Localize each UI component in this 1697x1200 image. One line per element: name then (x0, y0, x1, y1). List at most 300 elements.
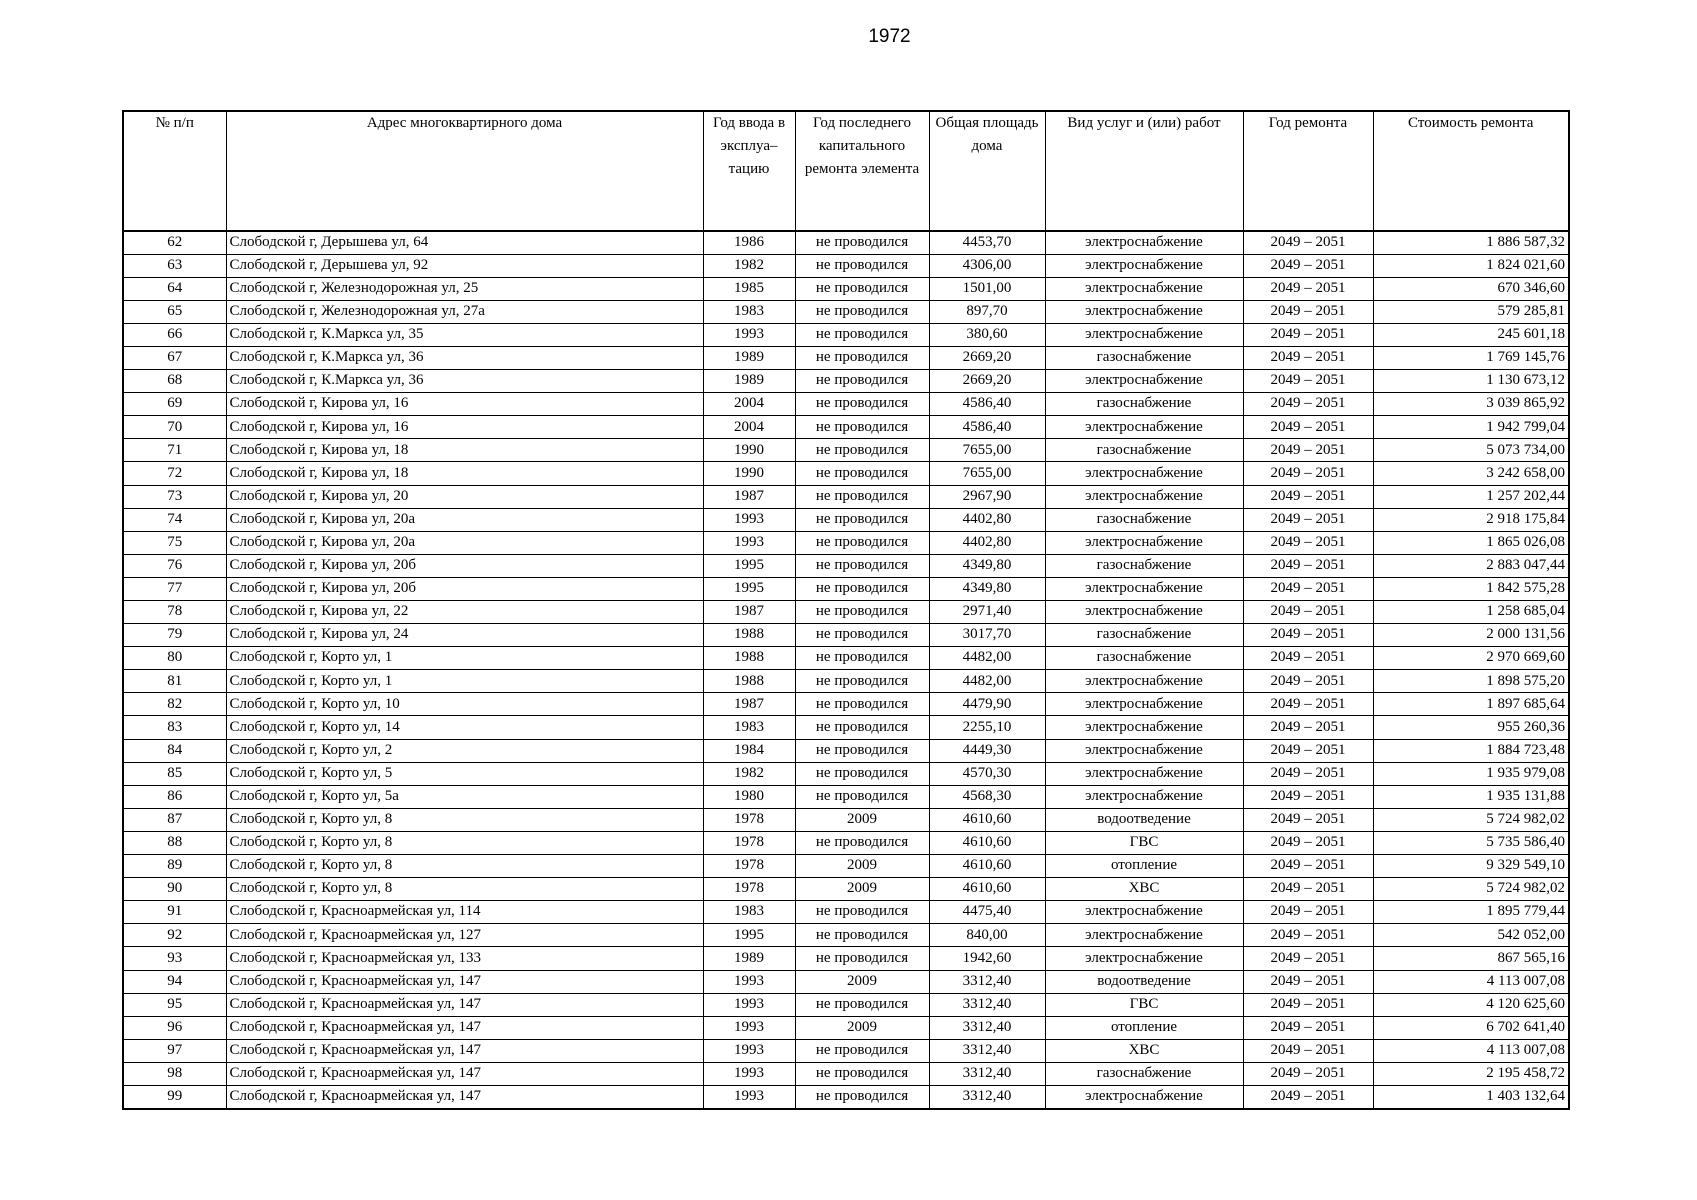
total-area-cell: 4586,40 (929, 416, 1045, 439)
repair-cost-cell: 1 842 575,28 (1373, 577, 1569, 600)
total-area-cell: 2669,20 (929, 346, 1045, 369)
table-row (123, 924, 1569, 947)
table-row (123, 508, 1569, 531)
total-area-cell: 4586,40 (929, 393, 1045, 416)
last-repair-cell: не проводился (795, 1085, 929, 1108)
commission-year-cell: 1993 (703, 1016, 795, 1039)
service-type-cell: газоснабжение (1045, 647, 1243, 670)
service-type-cell: электроснабжение (1045, 693, 1243, 716)
table-row (123, 577, 1569, 600)
table-row (123, 739, 1569, 762)
repair-period-cell: 2049 – 2051 (1243, 624, 1373, 647)
row-number: 84 (123, 739, 226, 762)
last-repair-cell: не проводился (795, 346, 929, 369)
address-cell: Слободской г, Красноармейская ул, 133 (226, 947, 703, 970)
total-area-cell: 4475,40 (929, 901, 1045, 924)
address-cell: Слободской г, Кирова ул, 20а (226, 531, 703, 554)
service-type-cell: электроснабжение (1045, 762, 1243, 785)
row-number: 86 (123, 785, 226, 808)
column-header-total-area: Общая площадь дома (929, 111, 1045, 231)
repair-period-cell: 2049 – 2051 (1243, 485, 1373, 508)
total-area-cell: 4306,00 (929, 254, 1045, 277)
last-repair-cell: не проводился (795, 670, 929, 693)
address-cell: Слободской г, Красноармейская ул, 127 (226, 924, 703, 947)
repair-cost-cell: 5 724 982,02 (1373, 808, 1569, 831)
repair-cost-cell: 2 918 175,84 (1373, 508, 1569, 531)
row-number: 91 (123, 901, 226, 924)
row-number: 63 (123, 254, 226, 277)
last-repair-cell: не проводился (795, 508, 929, 531)
service-type-cell: электроснабжение (1045, 739, 1243, 762)
service-type-cell: электроснабжение (1045, 462, 1243, 485)
address-cell: Слободской г, Красноармейская ул, 147 (226, 1016, 703, 1039)
repair-cost-cell: 1 403 132,64 (1373, 1085, 1569, 1108)
last-repair-cell: не проводился (795, 924, 929, 947)
commission-year-cell: 1983 (703, 300, 795, 323)
address-cell: Слободской г, Кирова ул, 20б (226, 577, 703, 600)
repair-cost-cell: 1 886 587,32 (1373, 231, 1569, 254)
repair-cost-cell: 1 898 575,20 (1373, 670, 1569, 693)
service-type-cell: электроснабжение (1045, 670, 1243, 693)
repair-period-cell: 2049 – 2051 (1243, 993, 1373, 1016)
repair-period-cell: 2049 – 2051 (1243, 693, 1373, 716)
service-type-cell: электроснабжение (1045, 254, 1243, 277)
repair-cost-cell: 245 601,18 (1373, 323, 1569, 346)
table-row (123, 947, 1569, 970)
table-row (123, 485, 1569, 508)
last-repair-cell: не проводился (795, 901, 929, 924)
table-row (123, 647, 1569, 670)
address-cell: Слободской г, Кирова ул, 18 (226, 439, 703, 462)
column-header-last-repair-year: Год последнего капитального ремонта элемента (795, 111, 929, 231)
service-type-cell: газоснабжение (1045, 346, 1243, 369)
last-repair-cell: не проводился (795, 601, 929, 624)
table-row (123, 855, 1569, 878)
repair-period-cell: 2049 – 2051 (1243, 531, 1373, 554)
service-type-cell: электроснабжение (1045, 901, 1243, 924)
total-area-cell: 3312,40 (929, 970, 1045, 993)
table-row (123, 531, 1569, 554)
repair-period-cell: 2049 – 2051 (1243, 1085, 1373, 1108)
row-number: 65 (123, 300, 226, 323)
address-cell: Слободской г, Корто ул, 8 (226, 878, 703, 901)
commission-year-cell: 2004 (703, 416, 795, 439)
address-cell: Слободской г, Кирова ул, 16 (226, 416, 703, 439)
total-area-cell: 4402,80 (929, 531, 1045, 554)
address-cell: Слободской г, Корто ул, 5а (226, 785, 703, 808)
row-number: 93 (123, 947, 226, 970)
table-row (123, 370, 1569, 393)
commission-year-cell: 1987 (703, 693, 795, 716)
total-area-cell: 4482,00 (929, 670, 1045, 693)
service-type-cell: электроснабжение (1045, 1085, 1243, 1108)
address-cell: Слободской г, Корто ул, 8 (226, 808, 703, 831)
repair-cost-cell: 1 897 685,64 (1373, 693, 1569, 716)
repair-cost-cell: 670 346,60 (1373, 277, 1569, 300)
total-area-cell: 4610,60 (929, 808, 1045, 831)
repair-cost-cell: 955 260,36 (1373, 716, 1569, 739)
repair-period-cell: 2049 – 2051 (1243, 901, 1373, 924)
total-area-cell: 3017,70 (929, 624, 1045, 647)
row-number: 62 (123, 231, 226, 254)
commission-year-cell: 1988 (703, 670, 795, 693)
total-area-cell: 897,70 (929, 300, 1045, 323)
row-number: 72 (123, 462, 226, 485)
row-number: 99 (123, 1085, 226, 1108)
repair-cost-cell: 1 895 779,44 (1373, 901, 1569, 924)
row-number: 85 (123, 762, 226, 785)
repair-cost-cell: 5 735 586,40 (1373, 831, 1569, 854)
address-cell: Слободской г, Красноармейская ул, 147 (226, 1039, 703, 1062)
table-body (123, 231, 1569, 1109)
last-repair-cell: не проводился (795, 485, 929, 508)
last-repair-cell: не проводился (795, 739, 929, 762)
table-row (123, 878, 1569, 901)
total-area-cell: 1501,00 (929, 277, 1045, 300)
address-cell: Слободской г, К.Маркса ул, 35 (226, 323, 703, 346)
repair-period-cell: 2049 – 2051 (1243, 254, 1373, 277)
commission-year-cell: 1993 (703, 1039, 795, 1062)
repair-period-cell: 2049 – 2051 (1243, 300, 1373, 323)
repair-cost-cell: 542 052,00 (1373, 924, 1569, 947)
table-row (123, 1039, 1569, 1062)
address-cell: Слободской г, Корто ул, 1 (226, 670, 703, 693)
repair-period-cell: 2049 – 2051 (1243, 924, 1373, 947)
row-number: 75 (123, 531, 226, 554)
repair-register-table (122, 110, 1570, 1110)
repair-period-cell: 2049 – 2051 (1243, 393, 1373, 416)
row-number: 77 (123, 577, 226, 600)
repair-cost-cell: 4 113 007,08 (1373, 1039, 1569, 1062)
repair-cost-cell: 1 935 131,88 (1373, 785, 1569, 808)
commission-year-cell: 1983 (703, 716, 795, 739)
last-repair-cell: не проводился (795, 762, 929, 785)
repair-cost-cell: 1 769 145,76 (1373, 346, 1569, 369)
service-type-cell: газоснабжение (1045, 508, 1243, 531)
row-number: 94 (123, 970, 226, 993)
commission-year-cell: 1993 (703, 993, 795, 1016)
service-type-cell: ХВС (1045, 1039, 1243, 1062)
repair-period-cell: 2049 – 2051 (1243, 1062, 1373, 1085)
repair-cost-cell: 5 073 734,00 (1373, 439, 1569, 462)
table-row (123, 1085, 1569, 1108)
address-cell: Слободской г, Красноармейская ул, 114 (226, 901, 703, 924)
last-repair-cell: не проводился (795, 277, 929, 300)
row-number: 71 (123, 439, 226, 462)
repair-period-cell: 2049 – 2051 (1243, 785, 1373, 808)
commission-year-cell: 1980 (703, 785, 795, 808)
service-type-cell: отопление (1045, 855, 1243, 878)
repair-cost-cell: 1 884 723,48 (1373, 739, 1569, 762)
service-type-cell: газоснабжение (1045, 439, 1243, 462)
repair-cost-cell: 2 000 131,56 (1373, 624, 1569, 647)
total-area-cell: 3312,40 (929, 1085, 1045, 1108)
table-row (123, 785, 1569, 808)
commission-year-cell: 1978 (703, 855, 795, 878)
total-area-cell: 4453,70 (929, 231, 1045, 254)
last-repair-cell: не проводился (795, 716, 929, 739)
service-type-cell: электроснабжение (1045, 924, 1243, 947)
last-repair-cell: 2009 (795, 1016, 929, 1039)
row-number: 68 (123, 370, 226, 393)
commission-year-cell: 1983 (703, 901, 795, 924)
last-repair-cell: не проводился (795, 624, 929, 647)
table-row (123, 670, 1569, 693)
repair-cost-cell: 4 120 625,60 (1373, 993, 1569, 1016)
last-repair-cell: не проводился (795, 554, 929, 577)
repair-period-cell: 2049 – 2051 (1243, 231, 1373, 254)
row-number: 82 (123, 693, 226, 716)
total-area-cell: 7655,00 (929, 462, 1045, 485)
last-repair-cell: не проводился (795, 231, 929, 254)
commission-year-cell: 1993 (703, 970, 795, 993)
last-repair-cell: не проводился (795, 831, 929, 854)
row-number: 92 (123, 924, 226, 947)
last-repair-cell: 2009 (795, 970, 929, 993)
column-header-repair-period: Год ремонта (1243, 111, 1373, 231)
total-area-cell: 3312,40 (929, 1062, 1045, 1085)
repair-period-cell: 2049 – 2051 (1243, 739, 1373, 762)
service-type-cell: электроснабжение (1045, 231, 1243, 254)
row-number: 69 (123, 393, 226, 416)
address-cell: Слободской г, Железнодорожная ул, 25 (226, 277, 703, 300)
total-area-cell: 4349,80 (929, 577, 1045, 600)
total-area-cell: 2669,20 (929, 370, 1045, 393)
total-area-cell: 7655,00 (929, 439, 1045, 462)
column-header-commission-year: Год ввода в эксплуа– тацию (703, 111, 795, 231)
total-area-cell: 380,60 (929, 323, 1045, 346)
column-header-address: Адрес многоквартирного дома (226, 111, 703, 231)
service-type-cell: электроснабжение (1045, 300, 1243, 323)
repair-cost-cell: 1 130 673,12 (1373, 370, 1569, 393)
row-number: 73 (123, 485, 226, 508)
address-cell: Слободской г, Красноармейская ул, 147 (226, 970, 703, 993)
total-area-cell: 4402,80 (929, 508, 1045, 531)
repair-cost-cell: 1 935 979,08 (1373, 762, 1569, 785)
address-cell: Слободской г, Корто ул, 5 (226, 762, 703, 785)
service-type-cell: электроснабжение (1045, 277, 1243, 300)
table-row (123, 716, 1569, 739)
repair-period-cell: 2049 – 2051 (1243, 670, 1373, 693)
repair-period-cell: 2049 – 2051 (1243, 323, 1373, 346)
commission-year-cell: 1995 (703, 577, 795, 600)
commission-year-cell: 1990 (703, 462, 795, 485)
repair-period-cell: 2049 – 2051 (1243, 1039, 1373, 1062)
repair-cost-cell: 6 702 641,40 (1373, 1016, 1569, 1039)
repair-cost-cell: 579 285,81 (1373, 300, 1569, 323)
row-number: 96 (123, 1016, 226, 1039)
last-repair-cell: не проводился (795, 323, 929, 346)
total-area-cell: 2255,10 (929, 716, 1045, 739)
commission-year-cell: 1993 (703, 323, 795, 346)
table-row (123, 601, 1569, 624)
service-type-cell: ГВС (1045, 831, 1243, 854)
repair-period-cell: 2049 – 2051 (1243, 808, 1373, 831)
last-repair-cell: не проводился (795, 370, 929, 393)
table-row (123, 993, 1569, 1016)
commission-year-cell: 1993 (703, 1085, 795, 1108)
table-row (123, 254, 1569, 277)
commission-year-cell: 1993 (703, 1062, 795, 1085)
repair-period-cell: 2049 – 2051 (1243, 462, 1373, 485)
repair-period-cell: 2049 – 2051 (1243, 416, 1373, 439)
last-repair-cell: не проводился (795, 785, 929, 808)
last-repair-cell: не проводился (795, 947, 929, 970)
commission-year-cell: 1982 (703, 762, 795, 785)
commission-year-cell: 1984 (703, 739, 795, 762)
page-number: 1972 (868, 26, 911, 47)
repair-cost-cell: 1 258 685,04 (1373, 601, 1569, 624)
repair-cost-cell: 3 039 865,92 (1373, 393, 1569, 416)
commission-year-cell: 1989 (703, 370, 795, 393)
commission-year-cell: 1986 (703, 231, 795, 254)
repair-period-cell: 2049 – 2051 (1243, 970, 1373, 993)
row-number: 67 (123, 346, 226, 369)
last-repair-cell: не проводился (795, 416, 929, 439)
total-area-cell: 2971,40 (929, 601, 1045, 624)
last-repair-cell: 2009 (795, 855, 929, 878)
table-row (123, 1016, 1569, 1039)
commission-year-cell: 1978 (703, 831, 795, 854)
service-type-cell: водоотведение (1045, 808, 1243, 831)
total-area-cell: 840,00 (929, 924, 1045, 947)
address-cell: Слободской г, Корто ул, 8 (226, 831, 703, 854)
address-cell: Слободской г, К.Маркса ул, 36 (226, 346, 703, 369)
row-number: 79 (123, 624, 226, 647)
repair-period-cell: 2049 – 2051 (1243, 855, 1373, 878)
address-cell: Слободской г, Дерышева ул, 92 (226, 254, 703, 277)
address-cell: Слободской г, Красноармейская ул, 147 (226, 1062, 703, 1085)
table-row (123, 901, 1569, 924)
address-cell: Слободской г, Корто ул, 1 (226, 647, 703, 670)
table-row (123, 323, 1569, 346)
table-row (123, 231, 1569, 254)
column-header-number: № п/п (123, 111, 226, 231)
commission-year-cell: 1995 (703, 554, 795, 577)
column-header-repair-cost: Стоимость ремонта (1373, 111, 1569, 231)
row-number: 97 (123, 1039, 226, 1062)
service-type-cell: ГВС (1045, 993, 1243, 1016)
repair-cost-cell: 9 329 549,10 (1373, 855, 1569, 878)
total-area-cell: 4610,60 (929, 855, 1045, 878)
service-type-cell: газоснабжение (1045, 393, 1243, 416)
table-row (123, 393, 1569, 416)
repair-period-cell: 2049 – 2051 (1243, 439, 1373, 462)
address-cell: Слободской г, Кирова ул, 20б (226, 554, 703, 577)
last-repair-cell: не проводился (795, 393, 929, 416)
address-cell: Слободской г, Корто ул, 14 (226, 716, 703, 739)
address-cell: Слободской г, Корто ул, 10 (226, 693, 703, 716)
table-row (123, 970, 1569, 993)
service-type-cell: электроснабжение (1045, 716, 1243, 739)
table-row (123, 808, 1569, 831)
total-area-cell: 4610,60 (929, 878, 1045, 901)
commission-year-cell: 1978 (703, 808, 795, 831)
service-type-cell: отопление (1045, 1016, 1243, 1039)
repair-cost-cell: 2 195 458,72 (1373, 1062, 1569, 1085)
last-repair-cell: не проводился (795, 439, 929, 462)
repair-period-cell: 2049 – 2051 (1243, 554, 1373, 577)
row-number: 64 (123, 277, 226, 300)
table-row (123, 439, 1569, 462)
repair-period-cell: 2049 – 2051 (1243, 370, 1373, 393)
repair-period-cell: 2049 – 2051 (1243, 601, 1373, 624)
row-number: 66 (123, 323, 226, 346)
repair-cost-cell: 5 724 982,02 (1373, 878, 1569, 901)
table-row (123, 762, 1569, 785)
repair-period-cell: 2049 – 2051 (1243, 346, 1373, 369)
table-row (123, 831, 1569, 854)
last-repair-cell: не проводился (795, 647, 929, 670)
row-number: 87 (123, 808, 226, 831)
table-row (123, 693, 1569, 716)
repair-cost-cell: 1 865 026,08 (1373, 531, 1569, 554)
column-header-service-type: Вид услуг и (или) работ (1045, 111, 1243, 231)
row-number: 89 (123, 855, 226, 878)
service-type-cell: газоснабжение (1045, 624, 1243, 647)
commission-year-cell: 1995 (703, 924, 795, 947)
commission-year-cell: 1987 (703, 485, 795, 508)
total-area-cell: 4449,30 (929, 739, 1045, 762)
address-cell: Слободской г, Красноармейская ул, 147 (226, 1085, 703, 1108)
table-row (123, 346, 1569, 369)
commission-year-cell: 1988 (703, 624, 795, 647)
repair-period-cell: 2049 – 2051 (1243, 277, 1373, 300)
last-repair-cell: не проводился (795, 1039, 929, 1062)
service-type-cell: газоснабжение (1045, 554, 1243, 577)
last-repair-cell: не проводился (795, 1062, 929, 1085)
row-number: 80 (123, 647, 226, 670)
repair-period-cell: 2049 – 2051 (1243, 577, 1373, 600)
commission-year-cell: 1978 (703, 878, 795, 901)
row-number: 74 (123, 508, 226, 531)
repair-cost-cell: 867 565,16 (1373, 947, 1569, 970)
repair-cost-cell: 2 970 669,60 (1373, 647, 1569, 670)
total-area-cell: 3312,40 (929, 1039, 1045, 1062)
last-repair-cell: 2009 (795, 808, 929, 831)
table-row (123, 300, 1569, 323)
last-repair-cell: не проводился (795, 693, 929, 716)
repair-period-cell: 2049 – 2051 (1243, 647, 1373, 670)
address-cell: Слободской г, Корто ул, 8 (226, 855, 703, 878)
repair-period-cell: 2049 – 2051 (1243, 831, 1373, 854)
commission-year-cell: 1982 (703, 254, 795, 277)
row-number: 83 (123, 716, 226, 739)
row-number: 88 (123, 831, 226, 854)
repair-period-cell: 2049 – 2051 (1243, 1016, 1373, 1039)
table-row (123, 416, 1569, 439)
row-number: 98 (123, 1062, 226, 1085)
repair-period-cell: 2049 – 2051 (1243, 947, 1373, 970)
total-area-cell: 4349,80 (929, 554, 1045, 577)
address-cell: Слободской г, Кирова ул, 16 (226, 393, 703, 416)
row-number: 95 (123, 993, 226, 1016)
service-type-cell: электроснабжение (1045, 531, 1243, 554)
service-type-cell: водоотведение (1045, 970, 1243, 993)
row-number: 76 (123, 554, 226, 577)
address-cell: Слободской г, Кирова ул, 18 (226, 462, 703, 485)
row-number: 70 (123, 416, 226, 439)
address-cell: Слободской г, Корто ул, 2 (226, 739, 703, 762)
total-area-cell: 4482,00 (929, 647, 1045, 670)
row-number: 90 (123, 878, 226, 901)
table-row (123, 277, 1569, 300)
commission-year-cell: 1989 (703, 947, 795, 970)
last-repair-cell: не проводился (795, 462, 929, 485)
total-area-cell: 4570,30 (929, 762, 1045, 785)
address-cell: Слободской г, Красноармейская ул, 147 (226, 993, 703, 1016)
commission-year-cell: 1993 (703, 508, 795, 531)
